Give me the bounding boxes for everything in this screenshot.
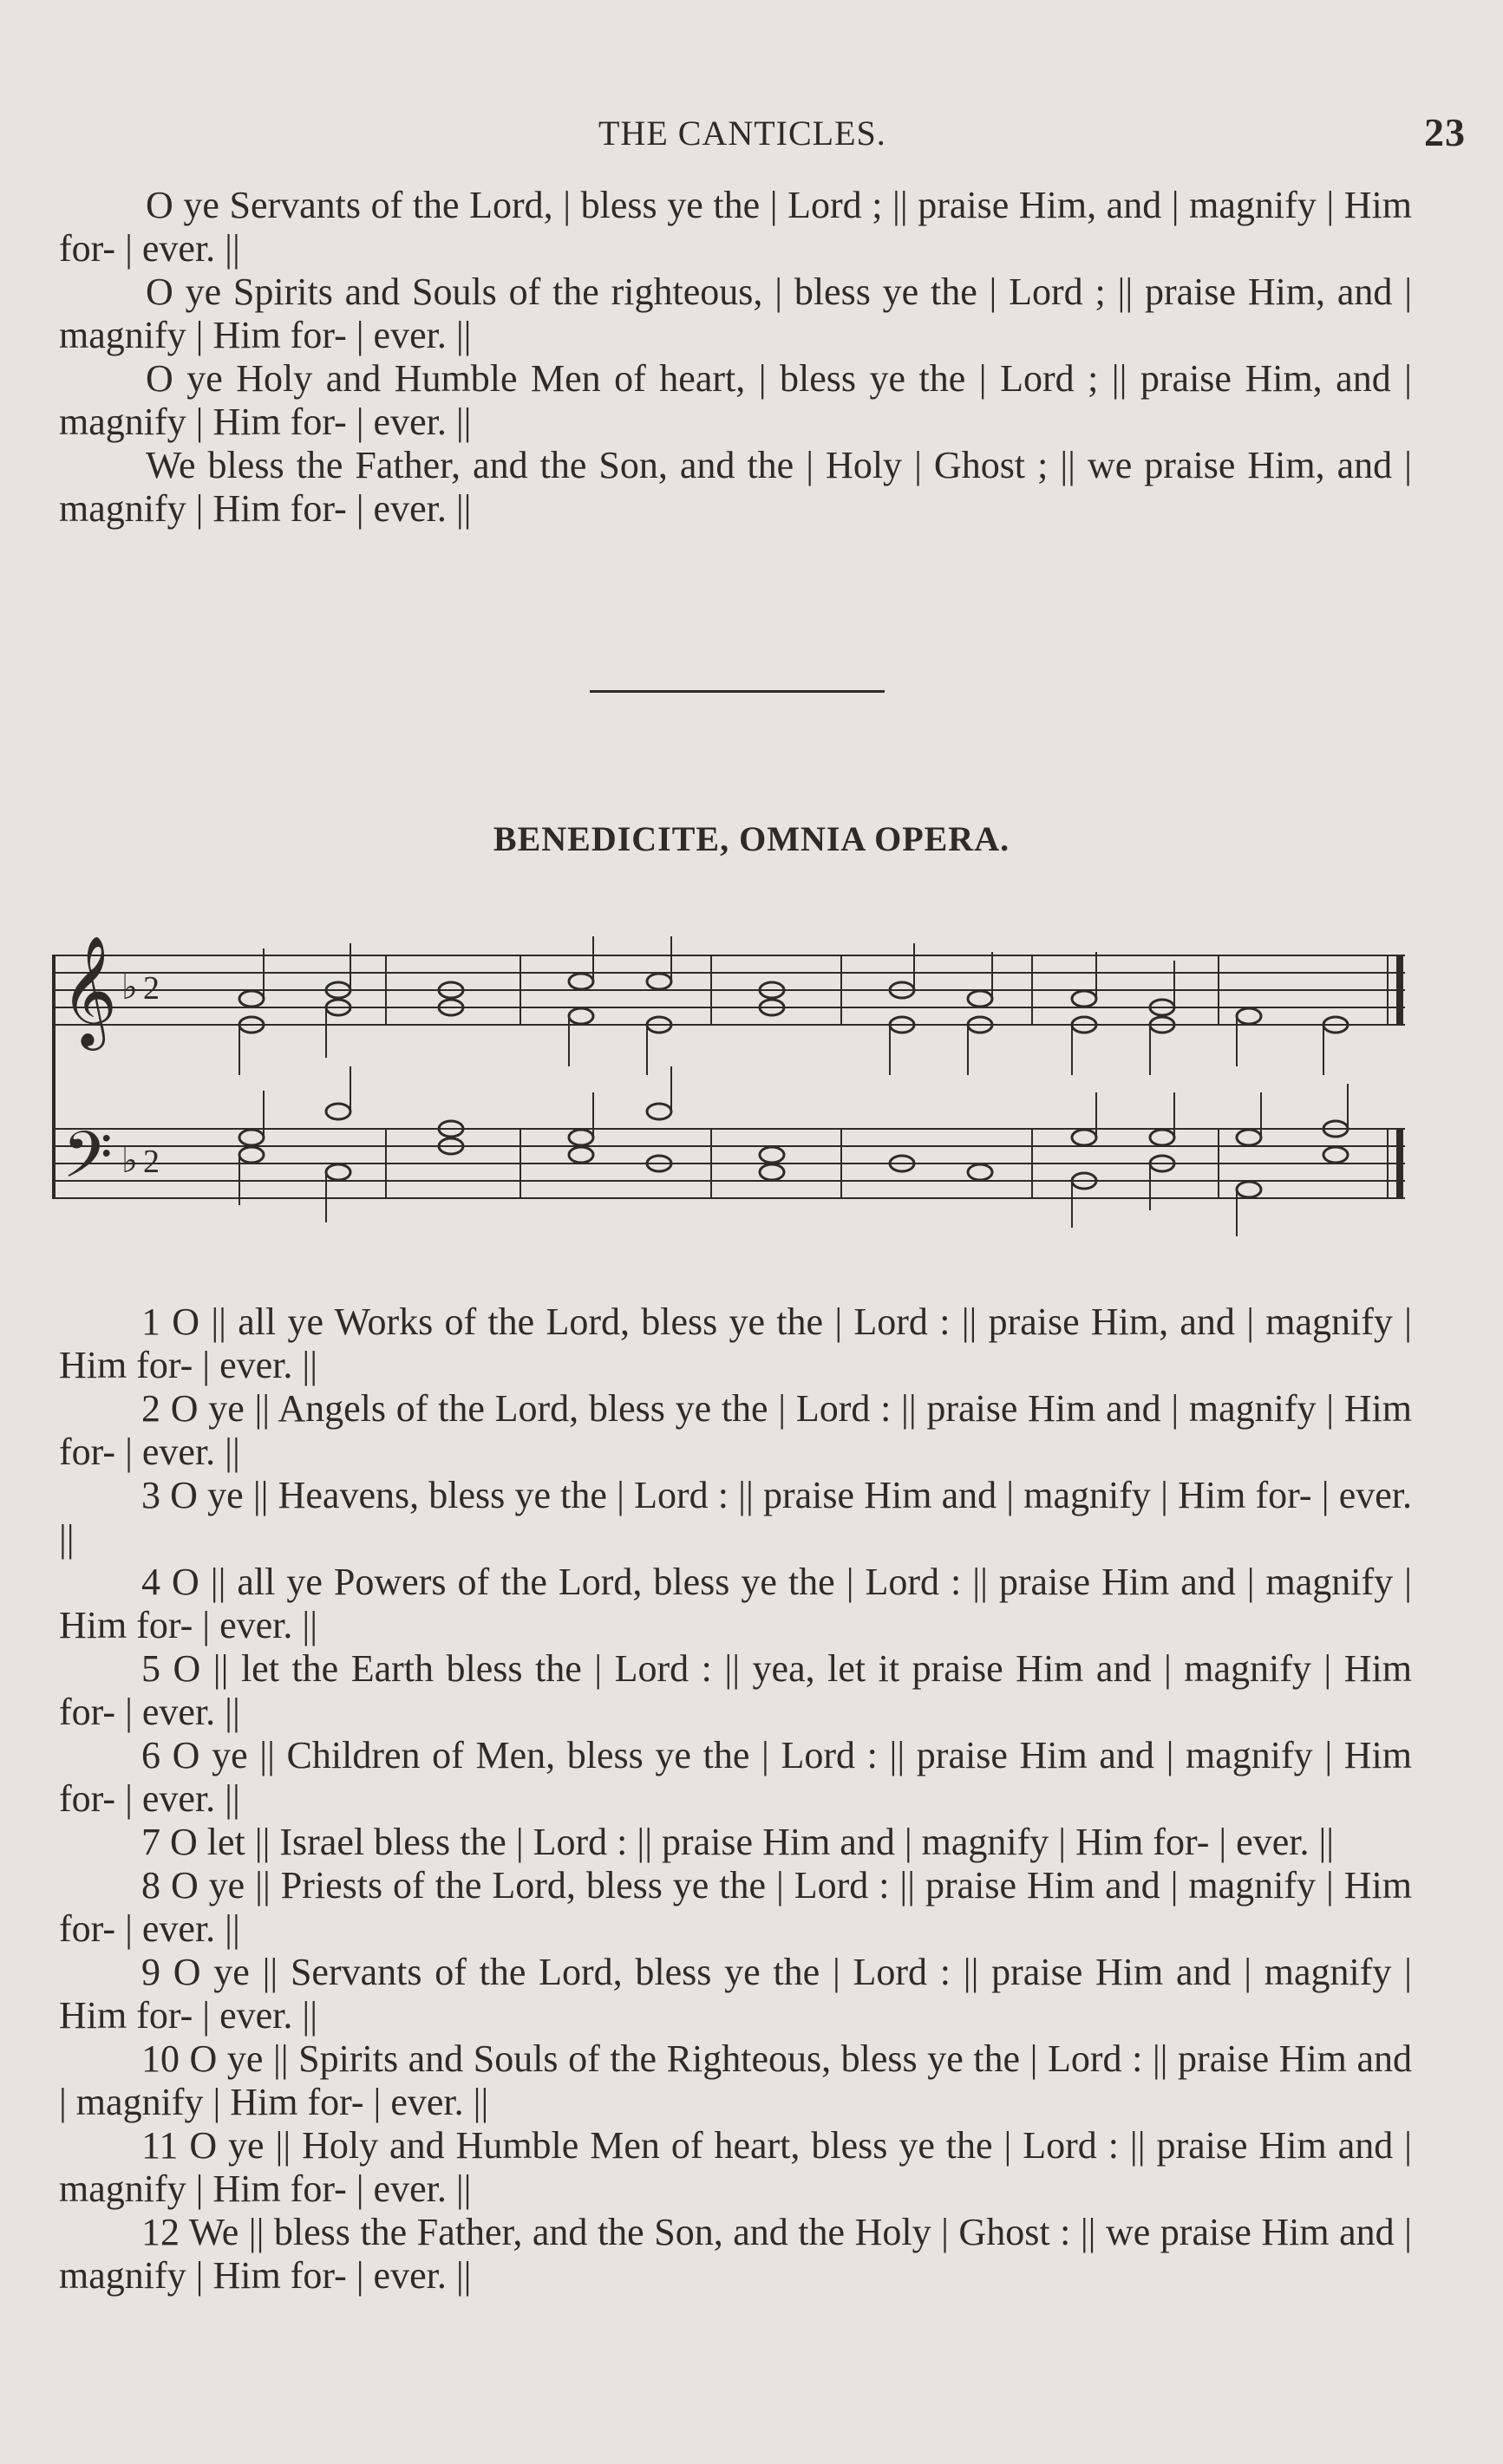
verse-paragraph: 1 O || all ye Works of the Lord, bless ye the | Lord : || praise Him, and | magnify | Him for- | ever. ||: [59, 1300, 1412, 1386]
verse-paragraph: 9 O ye || Servants of the Lord, bless ye the | Lord : || praise Him and | magnify | Him for- | ever. ||: [59, 1951, 1412, 2037]
chant-score: [52, 936, 1422, 1240]
bar-lines: [386, 955, 1388, 1198]
time-signature: 2: [143, 1144, 160, 1180]
canticle-ending-verses: [59, 184, 1412, 531]
verse-paragraph: O ye Holy and Humble Men of heart, | bless ye the | Lord ; || praise Him, and | magnify | Him for- | ever. ||: [59, 357, 1412, 443]
final-double-bar: [1396, 955, 1403, 1198]
chant-title: BENEDICITE, OMNIA OPERA.: [493, 819, 1010, 858]
verse-paragraph: 4 O || all ye Powers of the Lord, bless ye the | Lord : || praise Him and | magnify | Him for- | ever. ||: [59, 1561, 1412, 1646]
key-signature-flat: ♭: [121, 968, 138, 1007]
verse-paragraph: We bless the Father, and the Son, and the | Holy | Ghost ; || we praise Him, and | magnify | Him for- | ever. ||: [59, 444, 1412, 530]
verse-paragraph: 11 O ye || Holy and Humble Men of heart, bless ye the | Lord : || praise Him and | magnify | Him for- | ever. ||: [59, 2124, 1412, 2210]
verse-paragraph: 10 O ye || Spirits and Souls of the Righteous, bless ye the | Lord : || praise Him and | magnify | Him for- | ever. ||: [59, 2037, 1412, 2123]
verse-paragraph: 5 O || let the Earth bless the | Lord : || yea, let it praise Him and | magnify | Him for- | ever. ||: [59, 1647, 1412, 1733]
verse-paragraph: O ye Servants of the Lord, | bless ye the | Lord ; || praise Him, and | magnify | Him for- | ever. ||: [59, 184, 1412, 270]
section-divider: [590, 690, 885, 693]
verse-paragraph: 12 We || bless the Father, and the Son, and the Holy | Ghost : || we praise Him and | magnify | Him for- | ever. ||: [59, 2211, 1412, 2297]
page-header-title: THE CANTICLES.: [598, 114, 886, 153]
time-signature: 2: [143, 970, 160, 1007]
verse-paragraph: 2 O ye || Angels of the Lord, bless ye the | Lord : || praise Him and | magnify | Him for- | ever. ||: [59, 1387, 1412, 1473]
verse-paragraph: O ye Spirits and Souls of the righteous, | bless ye the | Lord ; || praise Him, and | magnify | Him for- | ever. ||: [59, 271, 1412, 356]
key-signature-flat: ♭: [121, 1141, 138, 1180]
numbered-verses: [59, 1300, 1412, 2298]
treble-clef-icon: 𝄞: [61, 936, 118, 1046]
verse-paragraph: 3 O ye || Heavens, bless ye the | Lord : || praise Him and | magnify | Him for- | ever. ||: [59, 1474, 1412, 1560]
note-stems: [239, 936, 1348, 1236]
bass-clef-icon: 𝄢: [62, 1118, 113, 1209]
verse-paragraph: 6 O ye || Children of Men, bless ye the | Lord : || praise Him and | magnify | Him for- | ever. ||: [59, 1734, 1412, 1820]
page-number: 23: [1424, 110, 1466, 154]
verse-paragraph: 7 O let || Israel bless the | Lord : || praise Him and | magnify | Him for- | ever. ||: [141, 1821, 1335, 1863]
verse-paragraph: 8 O ye || Priests of the Lord, bless ye the | Lord : || praise Him and | magnify | Him for- | ever. ||: [59, 1864, 1412, 1950]
